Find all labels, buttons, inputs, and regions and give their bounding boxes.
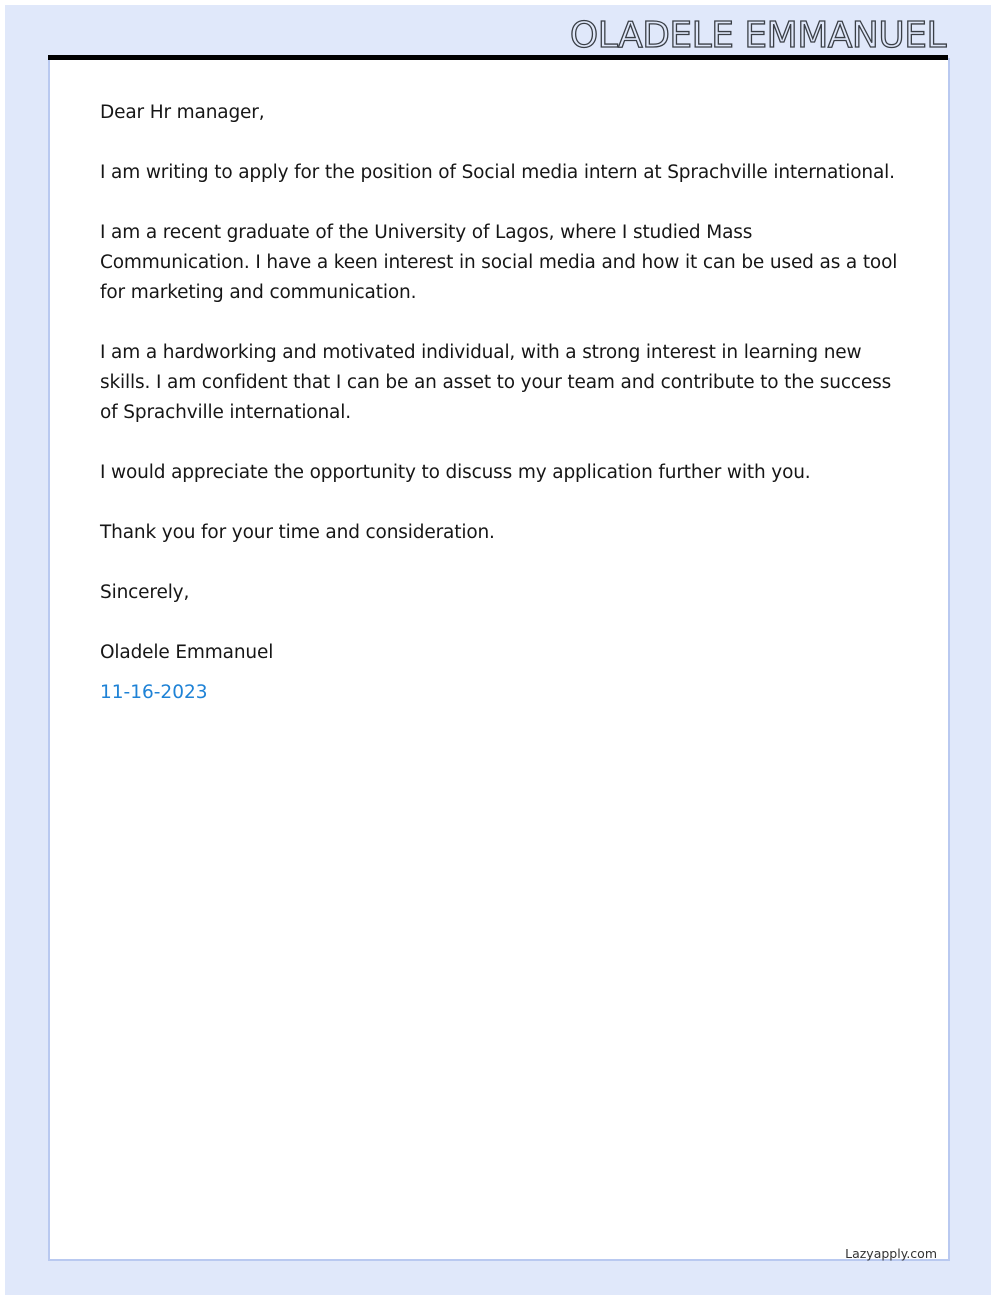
footer-brand: Lazyapply.com: [845, 1246, 937, 1261]
paragraph-thanks: Thank you for your time and consideration.: [100, 522, 495, 543]
paragraph-request: I would appreciate the opportunity to discuss my application further with you.: [100, 462, 811, 483]
signature-name: Oladele Emmanuel: [100, 642, 274, 663]
letter-body: [100, 98, 900, 678]
paragraph-education: I am a recent graduate of the University of Lagos, where I studied Mass Communication. I have a keen interest in social media and how it can be used as a tool for marketing and communication.: [100, 222, 898, 303]
applicant-name-heading: OLADELE EMMANUEL: [569, 15, 946, 56]
paragraph-qualities: I am a hardworking and motivated individual, with a strong interest in learning new skills. I am confident that I can be an asset to your team and contribute to the success of Sprachville international.: [100, 342, 892, 423]
paragraph-position: I am writing to apply for the position of Social media intern at Sprachville international.: [100, 162, 895, 183]
salutation: Dear Hr manager,: [100, 102, 265, 123]
closing: Sincerely,: [100, 582, 190, 603]
letter-date: 11-16-2023: [100, 682, 208, 703]
